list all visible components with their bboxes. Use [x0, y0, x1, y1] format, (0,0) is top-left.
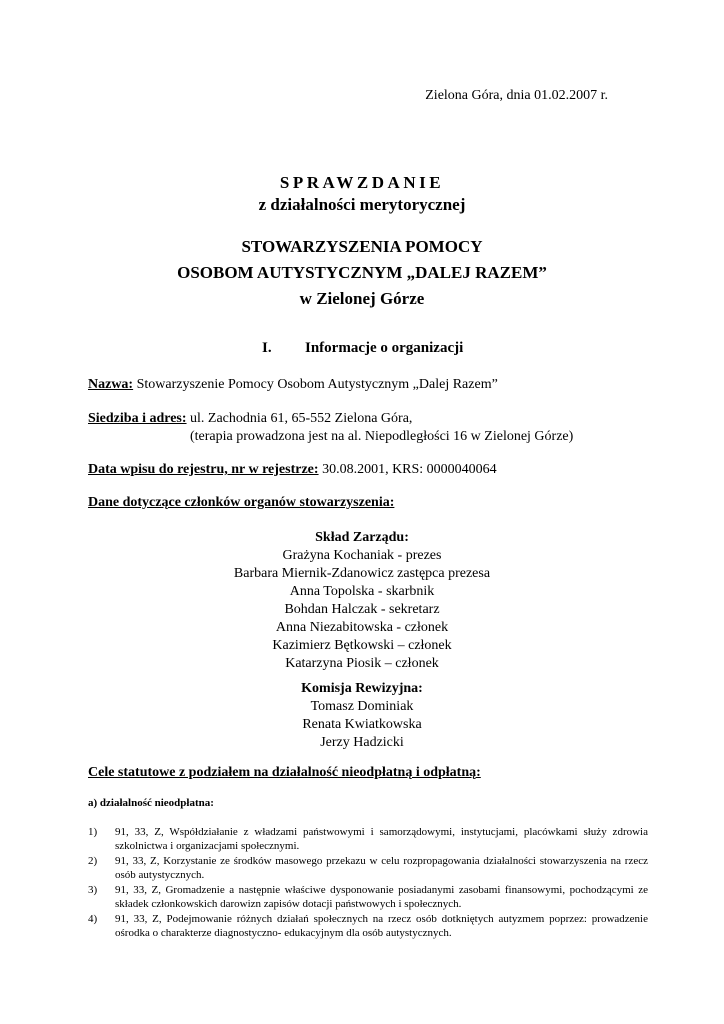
zarzad-member: Kazimierz Bętkowski – członek: [272, 638, 452, 653]
organization-line-1: STOWARZYSZENIA POMOCY: [241, 237, 483, 256]
siedziba-value: ul. Zachodnia 61, 65-552 Zielona Góra,: [186, 411, 413, 426]
komisja-member: Tomasz Dominiak: [310, 699, 414, 714]
cele-heading-row: [88, 765, 648, 781]
section-number: I.: [262, 340, 272, 356]
zarzad-member: Bohdan Halczak - sekretarz: [284, 602, 440, 617]
zarzad-member: Anna Topolska - skarbnik: [289, 584, 435, 599]
komisja-heading: Komisja Rewizyjna:: [301, 681, 423, 696]
document-date: Zielona Góra, dnia 01.02.2007 r.: [425, 88, 608, 103]
list-item-text: 91, 33, Z, Gromadzenie a następnie właściwe dysponowanie posiadanymi zasobami finansowymi, pochodzącymi ze składek członkowskich darowizn zapisów dotacji państwowych i społecznych.: [115, 884, 648, 910]
organization-line-2: OSOBOM AUTYSTYCZNYM „DALEJ RAZEM”: [177, 263, 547, 282]
list-item-text: 91, 33, Z, Korzystanie ze środków masowego przekazu w celu rozpropagowania działalności stowarzyszenia na rzecz osób autystycznych.: [115, 855, 648, 881]
organization-name: [0, 234, 724, 312]
siedziba-note: (terapia prowadzona jest na al. Niepodległości 16 w Zielonej Górze): [190, 429, 574, 444]
organy-heading: Dane dotyczące członków organów stowarzyszenia:: [88, 495, 395, 510]
list-item-text: 91, 33, Z, Współdziałanie z władzami państwowymi i samorządowymi, instytucjami, placówkami służy zdrowia szkolnictwa i organizacjami społecznymi.: [115, 826, 648, 852]
rejestr-label: Data wpisu do rejestru, nr w rejestrze:: [88, 462, 319, 477]
zarzad-block: [0, 529, 724, 673]
list-item: [88, 884, 648, 911]
section-heading: [262, 340, 463, 357]
komisja-block: [0, 680, 724, 752]
nazwa-value: Stowarzyszenie Pomocy Osobom Autystycznym „Dalej Razem”: [133, 377, 498, 392]
zarzad-member: Barbara Miernik-Zdanowicz zastępca prezesa: [233, 566, 491, 581]
siedziba-label: Siedziba i adres:: [88, 411, 187, 426]
organization-line-3: w Zielonej Górze: [299, 289, 425, 308]
list-item: [88, 855, 648, 882]
rejestr-value: 30.08.2001, KRS: 0000040064: [318, 462, 497, 477]
list-item-number: 1): [88, 826, 98, 838]
list-item-number: 3): [88, 884, 98, 896]
list-item-text: 91, 33, Z, Podejmowanie różnych działań społecznych na rzecz osób dotkniętych autyzmem poprzez: prowadzenie ośrodka o charakterze diagnostyczno- edukacyjnym dla osób autystycznych.: [115, 913, 648, 939]
zarzad-member: Katarzyna Piosik – członek: [285, 656, 439, 671]
title-block: [0, 172, 724, 312]
document-subtitle: z działalności merytorycznej: [258, 195, 466, 214]
cele-subheading: a) działalność nieodpłatna:: [88, 797, 214, 809]
zarzad-heading: Skład Zarządu:: [315, 530, 409, 545]
organy-heading-row: [88, 495, 648, 511]
komisja-member: Jerzy Hadzicki: [320, 735, 404, 750]
zarzad-member: Grażyna Kochaniak - prezes: [282, 548, 442, 563]
siedziba-row: [88, 410, 648, 446]
zarzad-member: Anna Niezabitowska - członek: [275, 620, 449, 635]
list-item-number: 2): [88, 855, 98, 867]
nazwa-row: [88, 377, 648, 393]
komisja-member: Renata Kwiatkowska: [302, 717, 422, 732]
cele-heading: Cele statutowe z podziałem na działalność nieodpłatną i odpłatną:: [88, 765, 481, 780]
rejestr-row: [88, 462, 648, 478]
document-title: SPRAWZDANIE: [279, 173, 445, 192]
cele-list: [88, 826, 648, 942]
list-item-number: 4): [88, 913, 98, 925]
list-item: [88, 913, 648, 940]
list-item: [88, 826, 648, 853]
section-title: Informacje o organizacji: [305, 340, 464, 356]
nazwa-label: Nazwa:: [88, 377, 134, 392]
